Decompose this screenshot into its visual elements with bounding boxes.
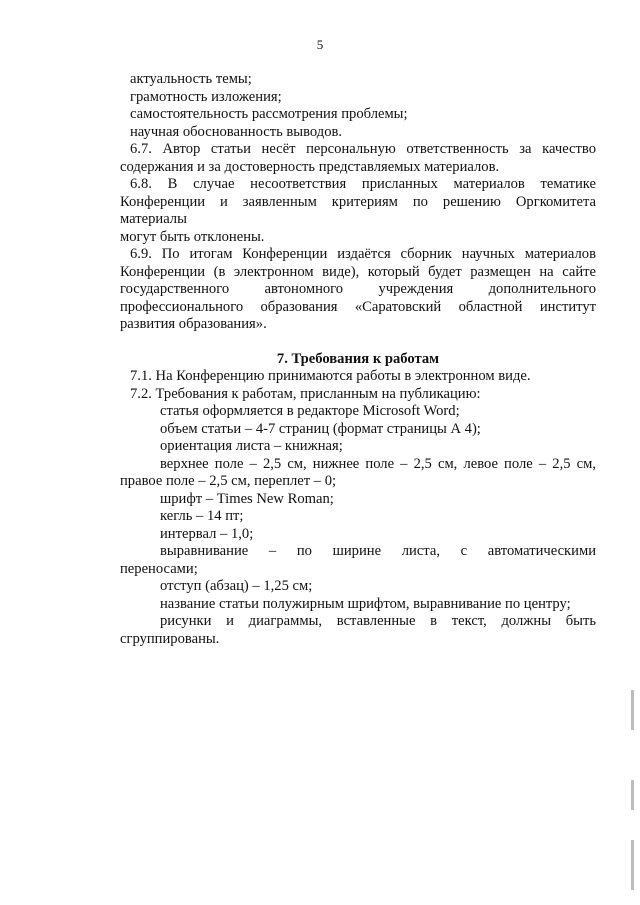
paragraph-line: Конференции и заявленным критериям по решению Оргкомитета материалы (120, 193, 596, 227)
paragraph-6-8 (120, 176, 596, 246)
list-item: научная обоснованность выводов. (130, 123, 343, 140)
scan-edge-mark (631, 840, 634, 890)
requirement-item-continuation: правое поле – 2,5 см, переплет – 0; (120, 473, 337, 489)
document-body (120, 71, 596, 648)
list-item: грамотность изложения; (130, 88, 282, 105)
requirement-item-continuation: сгруппированы. (120, 630, 220, 647)
requirement-item: отступ (абзац) – 1,25 см; (160, 578, 313, 594)
requirement-item: интервал – 1,0; (160, 525, 254, 542)
paragraph-7-2: 7.2. Требования к работам, присланным на публикацию: (130, 385, 481, 402)
paragraph-line: 6.9. По итогам Конференции издаётся сборник научных материалов (130, 246, 596, 262)
list-item: актуальность темы; (130, 71, 252, 87)
paragraph-line: Конференции (в электронном виде), который будет размещен на сайте (120, 263, 596, 280)
requirement-item: название статьи полужирным шрифтом, выравнивание по центру; (160, 595, 571, 612)
section-heading: 7. Требования к работам (276, 350, 440, 367)
requirement-item: объем статьи – 4-7 страниц (формат страницы А 4); (160, 420, 481, 437)
paragraph-line: развития образования». (120, 316, 267, 332)
requirement-item: рисунки и диаграммы, вставленные в текст, должны быть (160, 613, 596, 629)
paragraph-line: профессионального образования «Саратовский областной институт (120, 298, 596, 315)
scan-edge-mark (631, 690, 634, 730)
requirement-item-continuation: переносами; (120, 560, 198, 577)
paragraph-line: содержания и за достоверность представляемых материалов. (120, 158, 500, 175)
requirement-item: шрифт – Times New Roman; (160, 490, 334, 507)
requirement-item: статья оформляется в редакторе Microsoft Word; (160, 403, 460, 419)
paragraph-6-7 (120, 141, 596, 176)
paragraph-7-1: 7.1. На Конференцию принимаются работы в электронном виде. (130, 368, 531, 384)
requirement-item: ориентация листа – книжная; (160, 438, 343, 454)
list-item: самостоятельность рассмотрения проблемы; (130, 106, 408, 122)
requirement-item: верхнее поле – 2,5 см, нижнее поле – 2,5 см, левое поле – 2,5 см, (160, 455, 596, 472)
paragraph-line: могут быть отклонены. (120, 228, 265, 245)
paragraph-line: государственного автономного учреждения дополнительного (120, 281, 596, 297)
paragraph-line: 6.8. В случае несоответствия присланных материалов тематике (130, 176, 596, 192)
scan-edge-mark (631, 780, 634, 810)
requirement-item: кегль – 14 пт; (160, 508, 244, 524)
requirement-item: выравнивание – по ширине листа, с автоматическими (160, 543, 596, 559)
page-number: 5 (316, 37, 324, 52)
paragraph-6-9 (120, 246, 596, 334)
paragraph-line: 6.7. Автор статьи несёт персональную ответственность за качество (130, 141, 596, 157)
